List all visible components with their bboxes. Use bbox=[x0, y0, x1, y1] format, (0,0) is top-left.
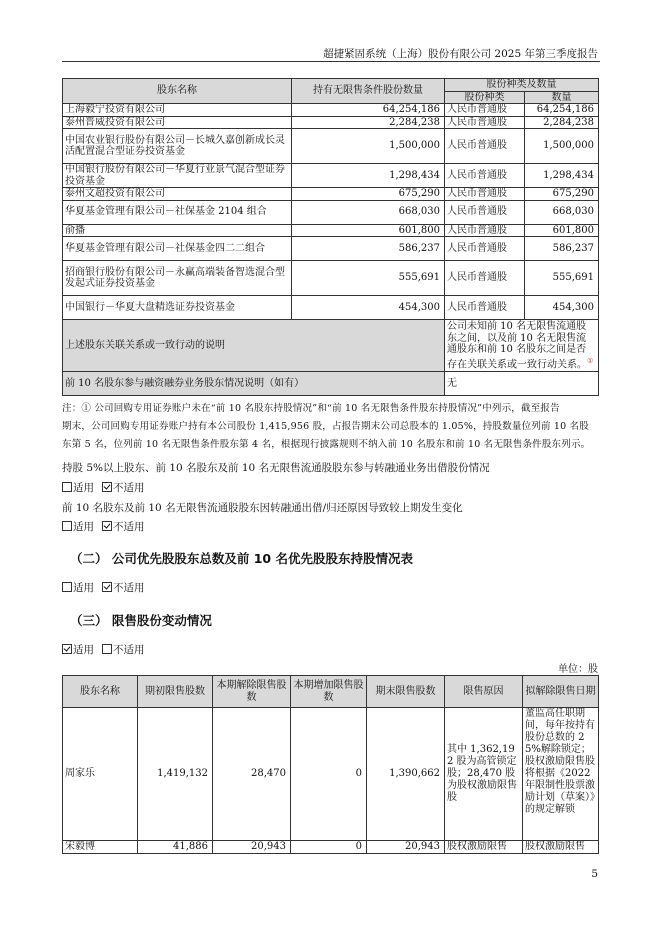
share-count: 454,300 bbox=[525, 296, 599, 320]
table-row bbox=[63, 200, 599, 224]
share-count: 1,500,000 bbox=[525, 129, 599, 164]
table-row bbox=[63, 296, 599, 320]
footnote-line: 注：① 公司回购专用证券账户未在“前 10 名股东持股情况”和“前 10 名无限售条件股东持股情况”中列示，截至报告 bbox=[62, 403, 560, 414]
margin-row bbox=[63, 372, 599, 396]
margin-value: 无 bbox=[445, 372, 599, 396]
share-count: 1,298,434 bbox=[525, 164, 599, 188]
restriction-reason: 其中 1,362,192 股为高管锁定股；28,470 股为股权激励限售股 bbox=[445, 708, 523, 841]
share-type: 人民币普通股 bbox=[445, 188, 525, 201]
restricted-shares-table bbox=[62, 675, 599, 854]
share-count: 2,284,238 bbox=[525, 116, 599, 129]
table-row bbox=[63, 708, 599, 841]
release-date: 股权激励限售 bbox=[523, 841, 599, 854]
header-cell: 期初限售股数 bbox=[138, 676, 213, 708]
added-restricted: 0 bbox=[291, 841, 367, 854]
unrestricted-qty: 64,254,186 bbox=[292, 104, 445, 117]
unrestricted-qty: 601,800 bbox=[292, 224, 445, 237]
shareholder-name: 中国银行－华夏大盘精选证券投资基金 bbox=[63, 296, 292, 320]
option-applicable: 适用 bbox=[73, 644, 94, 656]
checkbox-checked-icon[interactable] bbox=[102, 521, 112, 531]
checkbox-checked-icon[interactable] bbox=[62, 644, 72, 654]
share-count: 668,030 bbox=[525, 200, 599, 224]
unit-label: 单位：股 bbox=[558, 664, 598, 675]
released-restricted: 20,943 bbox=[213, 841, 291, 854]
header-share-type: 股份种类 bbox=[445, 91, 525, 104]
margin-label: 前 10 名股东参与融资融券业务股东情况说明（如有） bbox=[63, 372, 445, 396]
checkbox-unchecked-icon[interactable] bbox=[62, 482, 72, 492]
shareholder-name: 上海毅宁投资有限公司 bbox=[63, 104, 292, 117]
option-not-applicable: 不适用 bbox=[113, 582, 145, 594]
checkbox-unchecked-icon[interactable] bbox=[62, 582, 72, 592]
unrestricted-qty: 555,691 bbox=[292, 261, 445, 296]
page-number: 5 bbox=[591, 868, 598, 880]
shareholder-name: 泰州晋威投资有限公司 bbox=[63, 116, 292, 129]
header-cell: 限售原因 bbox=[445, 676, 523, 708]
share-type: 人民币普通股 bbox=[445, 224, 525, 237]
unrestricted-qty: 1,298,434 bbox=[292, 164, 445, 188]
footnote-line: 期末，公司回购专用证券账户持有本公司股份 1,415,956 股，占报告期末公司总股本的 1.05%，持股数量位列前 10 名股 bbox=[62, 421, 590, 432]
section3-title: （三） 限售股份变动情况 bbox=[70, 613, 212, 628]
share-count: 586,237 bbox=[525, 237, 599, 261]
table-row bbox=[63, 841, 599, 854]
section2-options bbox=[62, 580, 145, 595]
share-type: 人民币普通股 bbox=[445, 261, 525, 296]
section2-title: （二） 公司优先股股东总数及前 10 名优先股股东持股情况表 bbox=[70, 551, 413, 566]
header-cell: 期末限售股数 bbox=[367, 676, 445, 708]
header-shareholder-name: 股东名称 bbox=[63, 79, 292, 104]
table-row bbox=[63, 104, 599, 117]
shareholder-name: 中国银行股份有限公司－华夏行业景气混合型证券投资基金 bbox=[63, 164, 292, 188]
relation-text: 公司未知前 10 名无限售流通股东之间，以及前 10 名无限售流通股东和前 10 名股东之间是否存在关联关系或一致行动关系。 bbox=[447, 321, 587, 370]
begin-restricted: 1,419,132 bbox=[138, 708, 213, 841]
released-restricted: 28,470 bbox=[213, 708, 291, 841]
share-type: 人民币普通股 bbox=[445, 116, 525, 129]
lending-options bbox=[62, 480, 145, 495]
share-type: 人民币普通股 bbox=[445, 104, 525, 117]
top10-unrestricted-shareholders-table bbox=[62, 78, 599, 104]
option-applicable: 适用 bbox=[73, 521, 94, 533]
shareholder-name: 中国农业银行股份有限公司－长城久嘉创新成长灵活配置混合型证券投资基金 bbox=[63, 129, 292, 164]
share-type: 人民币普通股 bbox=[445, 200, 525, 224]
shareholder-name: 泰州文超投资有限公司 bbox=[63, 188, 292, 201]
checkbox-checked-icon[interactable] bbox=[102, 582, 112, 592]
option-applicable: 适用 bbox=[73, 582, 94, 594]
share-type: 人民币普通股 bbox=[445, 164, 525, 188]
header-cell: 本期解除限售股数 bbox=[213, 676, 291, 708]
option-not-applicable: 不适用 bbox=[113, 521, 145, 533]
share-count: 675,290 bbox=[525, 188, 599, 201]
table-row bbox=[63, 261, 599, 296]
relation-label: 上述股东关联关系或一致行动的说明 bbox=[63, 320, 445, 372]
share-count: 601,800 bbox=[525, 224, 599, 237]
table-header-row bbox=[63, 676, 599, 708]
shareholder-name: 宋毅博 bbox=[63, 841, 138, 854]
table-row bbox=[63, 164, 599, 188]
table-row bbox=[63, 116, 599, 129]
shareholder-name: 华夏基金管理有限公司－社保基金四二二组合 bbox=[63, 237, 292, 261]
footnote bbox=[62, 400, 602, 454]
table-row bbox=[63, 188, 599, 201]
shareholder-name: 招商银行股份有限公司－永赢高端装备智选混合型发起式证券投资基金 bbox=[63, 261, 292, 296]
unrestricted-qty: 668,030 bbox=[292, 200, 445, 224]
shareholder-name: 周家乐 bbox=[63, 708, 138, 841]
header-cell: 本期增加限售股数 bbox=[291, 676, 367, 708]
table-row bbox=[63, 129, 599, 164]
header-rule bbox=[62, 61, 600, 62]
relation-row bbox=[63, 320, 599, 372]
unrestricted-qty: 2,284,238 bbox=[292, 116, 445, 129]
footnote-marker: ① bbox=[587, 356, 594, 365]
restriction-reason: 股权激励限售 bbox=[445, 841, 523, 854]
table-row bbox=[63, 224, 599, 237]
checkbox-unchecked-icon[interactable] bbox=[62, 521, 72, 531]
option-applicable: 适用 bbox=[73, 482, 94, 494]
header-share-count: 数量 bbox=[525, 91, 599, 104]
share-count: 64,254,186 bbox=[525, 104, 599, 117]
top10-shareholder-rows bbox=[62, 103, 599, 396]
checkbox-unchecked-icon[interactable] bbox=[102, 644, 112, 654]
added-restricted: 0 bbox=[291, 708, 367, 841]
change-options bbox=[62, 519, 145, 534]
shareholder-name: 俞播 bbox=[63, 224, 292, 237]
header-unrestricted-qty: 持有无限售条件股份数量 bbox=[292, 79, 445, 104]
unrestricted-qty: 675,290 bbox=[292, 188, 445, 201]
release-date: 董监高任职期间，每年按持有股份总数的 25%解除锁定；股权激励限售股将根据《2022 年限制性股票激励计划（草案）》的规定解锁 bbox=[523, 708, 599, 841]
table-row bbox=[63, 237, 599, 261]
end-restricted: 20,943 bbox=[367, 841, 445, 854]
change-title: 前 10 名股东及前 10 名无限售流通股股东因转融通出借/归还原因导致较上期发生变化 bbox=[62, 502, 463, 514]
report-header: 超捷紧固系统（上海）股份有限公司 2025 年第三季度报告 bbox=[323, 48, 598, 60]
lending-title: 持股 5%以上股东、前 10 名股东及前 10 名无限售流通股股东参与转融通业务出借股份情况 bbox=[62, 462, 490, 474]
share-type: 人民币普通股 bbox=[445, 237, 525, 261]
relation-value bbox=[445, 320, 599, 372]
checkbox-checked-icon[interactable] bbox=[102, 482, 112, 492]
end-restricted: 1,390,662 bbox=[367, 708, 445, 841]
share-count: 555,691 bbox=[525, 261, 599, 296]
share-type: 人民币普通股 bbox=[445, 296, 525, 320]
header-cell: 拟解除限售日期 bbox=[523, 676, 599, 708]
unrestricted-qty: 454,300 bbox=[292, 296, 445, 320]
section3-options bbox=[62, 642, 145, 657]
header-share-type-group: 股份种类及数量 bbox=[445, 79, 599, 92]
header-cell: 股东名称 bbox=[63, 676, 138, 708]
footnote-line: 东第 5 名，位列前 10 名无限售条件股东第 4 名，根据现行披露规则不纳入前 10 名股东和前 10 名无限售条件股东列示。 bbox=[62, 439, 591, 450]
unrestricted-qty: 586,237 bbox=[292, 237, 445, 261]
option-not-applicable: 不适用 bbox=[113, 644, 145, 656]
option-not-applicable: 不适用 bbox=[113, 482, 145, 494]
shareholder-name: 华夏基金管理有限公司－社保基金 2104 组合 bbox=[63, 200, 292, 224]
unrestricted-qty: 1,500,000 bbox=[292, 129, 445, 164]
share-type: 人民币普通股 bbox=[445, 129, 525, 164]
begin-restricted: 41,886 bbox=[138, 841, 213, 854]
